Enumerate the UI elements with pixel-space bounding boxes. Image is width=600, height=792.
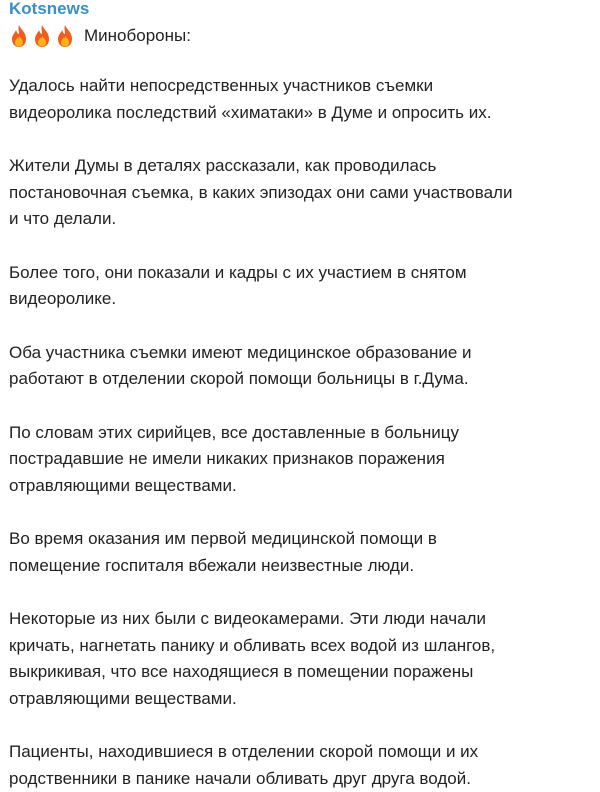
paragraph	[9, 739, 594, 792]
text-line: Жители Думы в деталях рассказали, как проводилась	[9, 156, 437, 175]
text-line: Более того, они показали и кадры с их участием в снятом	[9, 262, 467, 282]
text-line: родственники в панике начали обливать друг друга водой.	[9, 768, 471, 788]
text-line: Во время оказания им первой медицинской помощи в	[9, 529, 437, 548]
paragraph	[9, 420, 594, 500]
paragraph	[9, 340, 594, 393]
text-line: отравляющими веществами.	[9, 688, 237, 708]
post-body	[9, 73, 594, 792]
paragraph-gap	[9, 499, 594, 526]
text-line: Пациенты, находившиеся в отделении скорой помощи и их	[9, 742, 479, 761]
fire-emoji-group	[9, 24, 78, 48]
post-headline	[9, 21, 594, 51]
paragraph-gap	[9, 313, 594, 340]
text-line: отравляющими веществами.	[9, 475, 237, 495]
channel-name-link[interactable]: Kotsnews	[9, 0, 90, 18]
text-line: видеоролике.	[9, 289, 117, 308]
fire-icon	[9, 24, 29, 48]
text-line: выкрикивая, что все находящиеся в помещении поражены	[9, 662, 474, 681]
paragraph-gap	[9, 233, 594, 260]
paragraph	[9, 260, 594, 313]
text-line: и что делали.	[9, 209, 117, 228]
text-line: Удалось найти непосредственных участников съемки	[9, 76, 434, 95]
paragraph-gap	[9, 126, 594, 153]
paragraph-gap	[9, 712, 594, 739]
text-line: кричать, нагнетать панику и обливать всех водой из шлангов,	[9, 635, 496, 655]
spacer	[9, 51, 594, 73]
paragraph	[9, 526, 594, 579]
fire-icon	[32, 24, 52, 48]
text-line: Некоторые из них были с видеокамерами. Эти люди начали	[9, 609, 486, 628]
paragraph-gap	[9, 393, 594, 420]
paragraph	[9, 153, 594, 233]
text-line: По словам этих сирийцев, все доставленные в больницу	[9, 422, 459, 442]
fire-icon	[55, 24, 75, 48]
paragraph-gap	[9, 579, 594, 606]
paragraph	[9, 606, 594, 712]
text-line: пострадавшие не имели никаких признаков поражения	[9, 449, 445, 468]
text-line: помещение госпиталя вбежали неизвестные люди.	[9, 555, 415, 575]
text-line: видеоролика последствий «химатаки» в Думе и опросить их.	[9, 102, 492, 122]
text-line: постановочная съемка, в каких эпизодах они сами участвовали	[9, 182, 513, 202]
text-line: Оба участника съемки имеют медицинское образование и	[9, 342, 472, 362]
headline-text: Минобороны:	[84, 26, 191, 45]
paragraph	[9, 73, 594, 126]
text-line: работают в отделении скорой помощи больницы в г.Дума.	[9, 369, 469, 388]
